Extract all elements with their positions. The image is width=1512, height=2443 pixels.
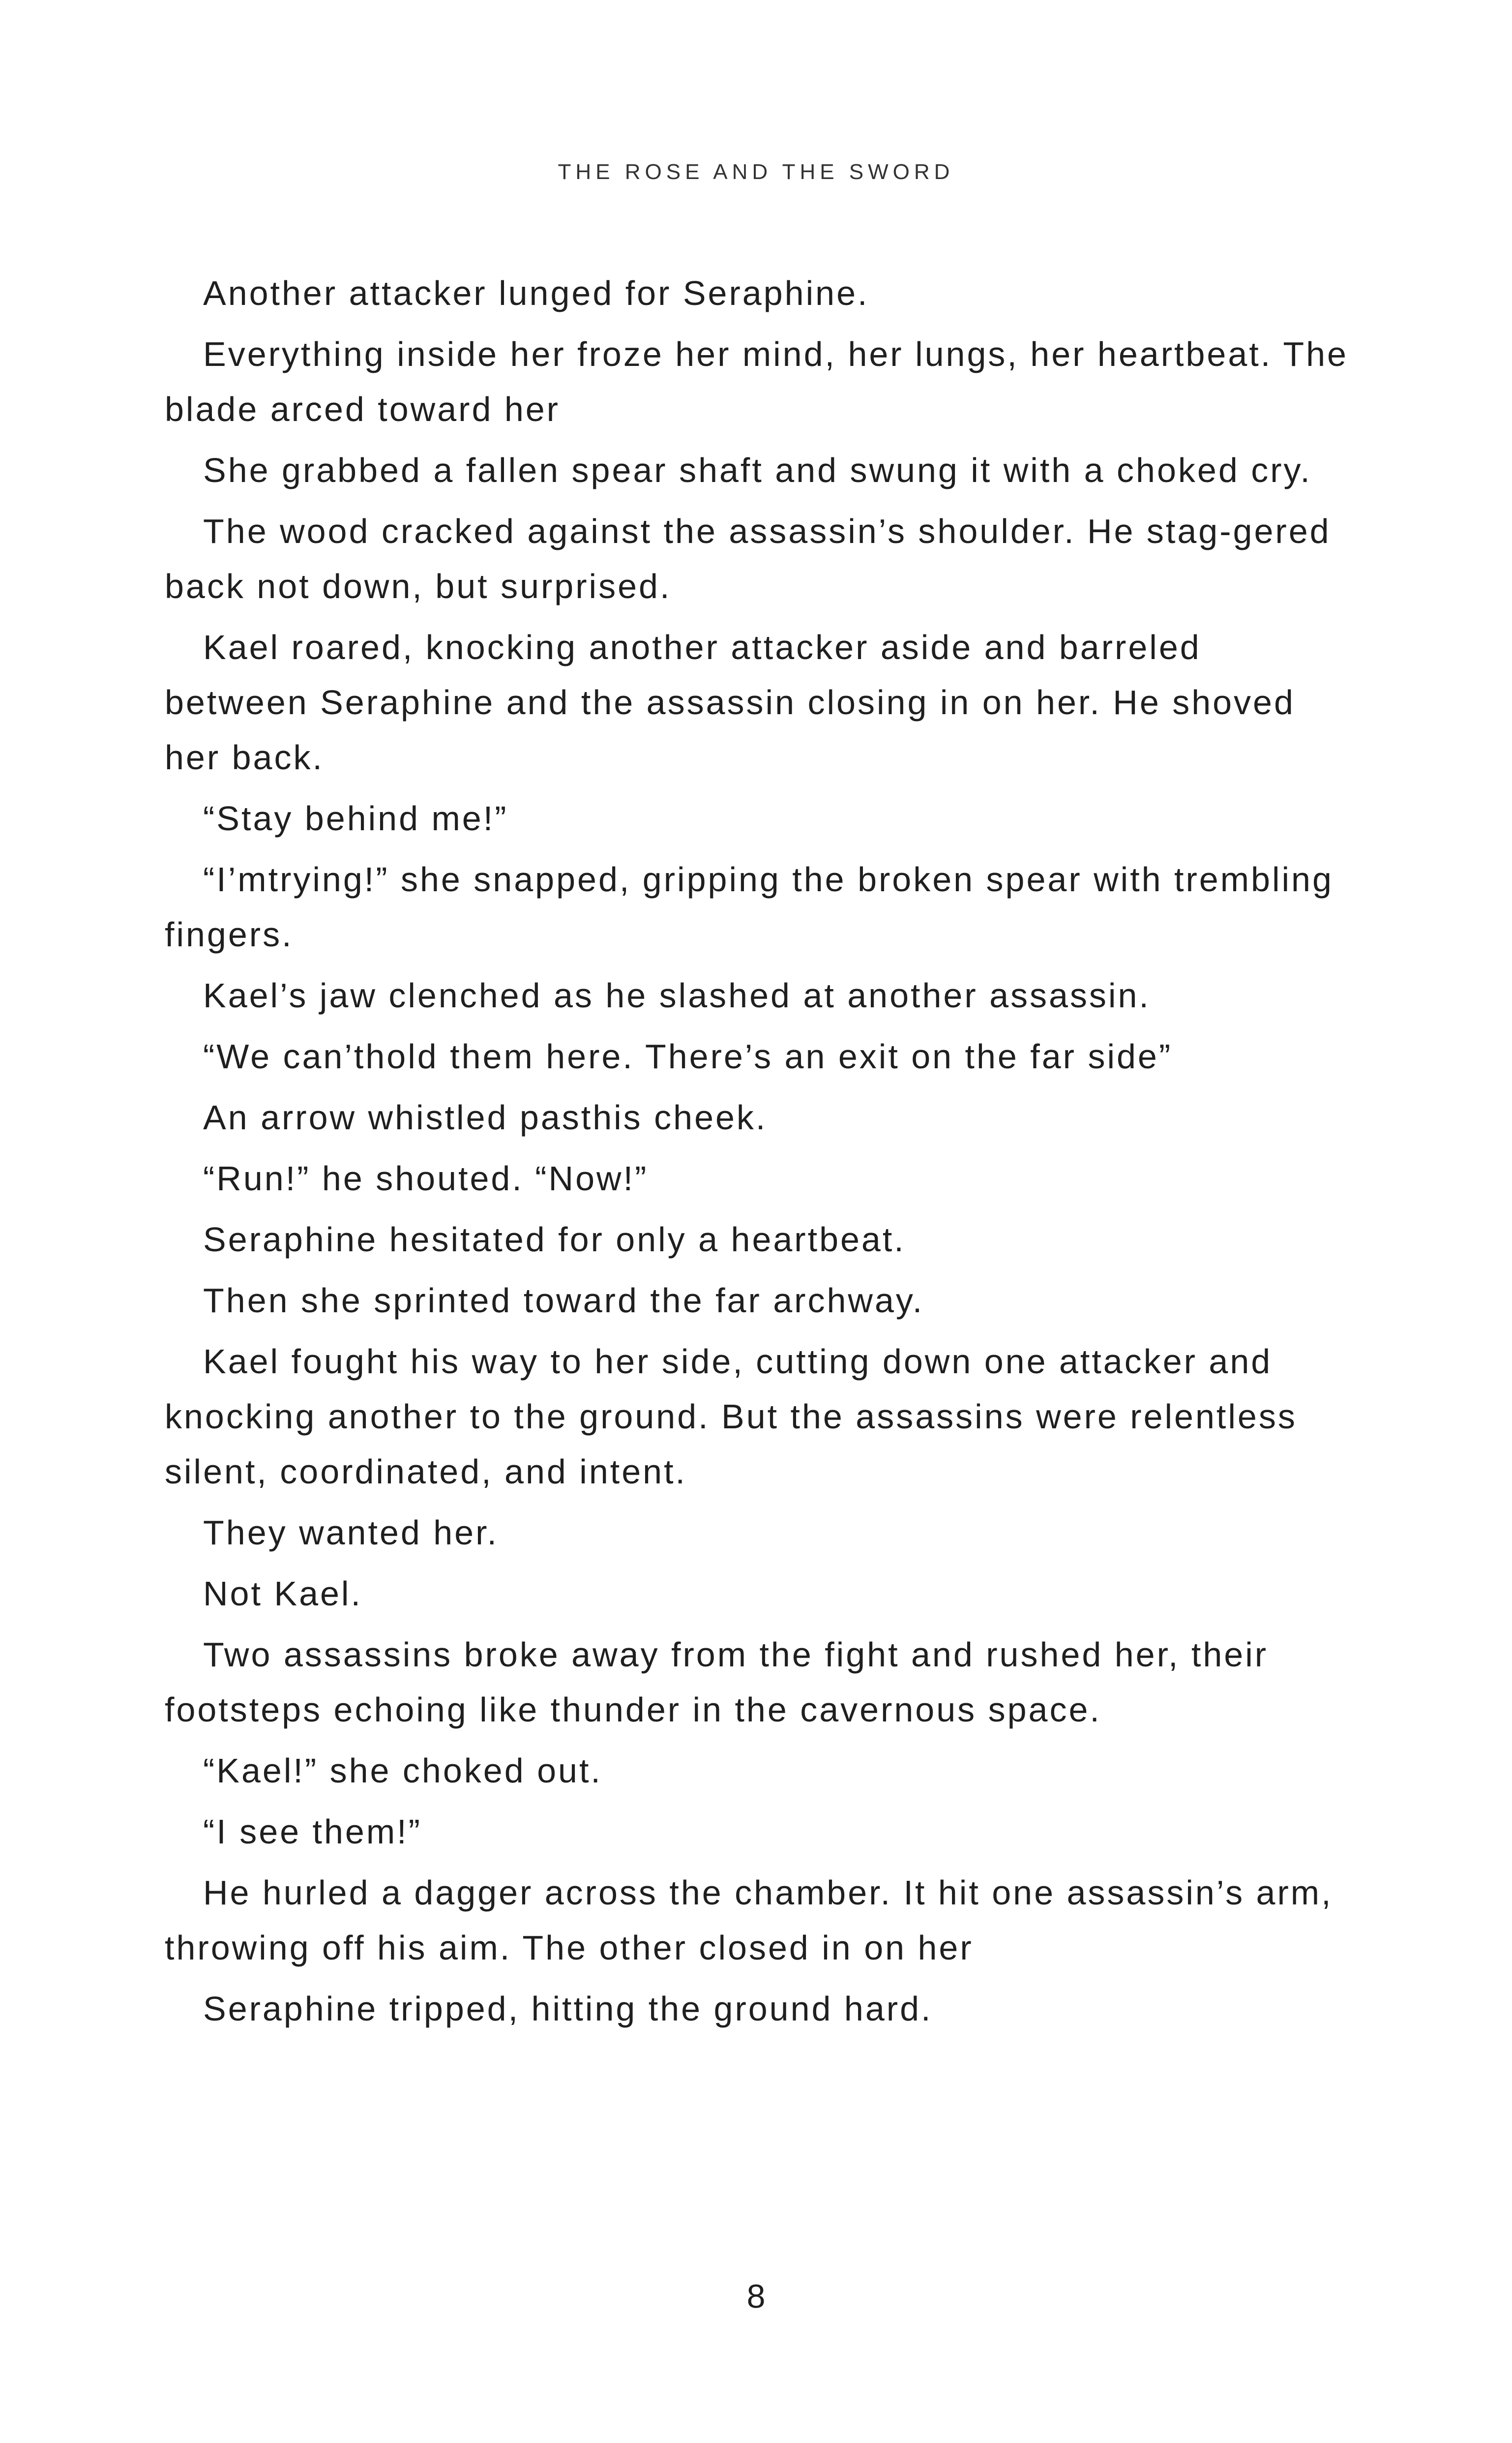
paragraph: Kael roared, knocking another attacker aside and barreled between Seraphine and the assassin closing in on her. He shoved her back. — [165, 628, 1295, 777]
paragraph: Kael fought his way to her side, cutting down one attacker and knocking another to the ground. But the assassins were relentless silent, coordinated, and intent. — [165, 1342, 1297, 1491]
paragraph: Everything inside her froze her mind, her lungs, her heartbeat. The blade arced toward her — [165, 335, 1348, 428]
running-header: THE ROSE AND THE SWORD — [558, 160, 954, 184]
page-number: 8 — [746, 2278, 766, 2315]
paragraph: “Stay behind me!” — [203, 799, 508, 838]
paragraph: Seraphine tripped, hitting the ground hard. — [203, 1990, 933, 2028]
paragraph: Kael’s jaw clenched as he slashed at another assassin. — [203, 976, 1151, 1015]
paragraph: Not Kael. — [203, 1574, 362, 1613]
paragraph: Two assassins broke away from the fight and rushed her, their footsteps echoing like thunder in the cavernous space. — [165, 1635, 1269, 1729]
paragraph: They wanted her. — [203, 1513, 499, 1552]
paragraph: “I’mtrying!” she snapped, gripping the broken spear with trembling fingers. — [165, 860, 1334, 954]
paragraph: Another attacker lunged for Seraphine. — [203, 274, 869, 312]
paragraph: The wood cracked against the assassin’s shoulder. He stag-gered back not down, but surprised. — [165, 512, 1331, 605]
paragraph: He hurled a dagger across the chamber. It hit one assassin’s arm, throwing off his aim. The other closed in on her — [165, 1873, 1333, 1967]
paragraph: “We can’thold them here. There’s an exit on the far side” — [203, 1037, 1173, 1076]
paragraph: Seraphine hesitated for only a heartbeat. — [203, 1220, 906, 1259]
paragraph: “Kael!” she choked out. — [203, 1751, 602, 1790]
body-text — [165, 266, 1355, 2042]
paragraph: Then she sprinted toward the far archway. — [203, 1281, 924, 1320]
paragraph: “I see them!” — [203, 1812, 422, 1851]
paragraph: An arrow whistled pasthis cheek. — [203, 1098, 768, 1137]
paragraph: She grabbed a fallen spear shaft and swung it with a choked cry. — [203, 451, 1312, 489]
paragraph: “Run!” he shouted. “Now!” — [203, 1159, 649, 1198]
